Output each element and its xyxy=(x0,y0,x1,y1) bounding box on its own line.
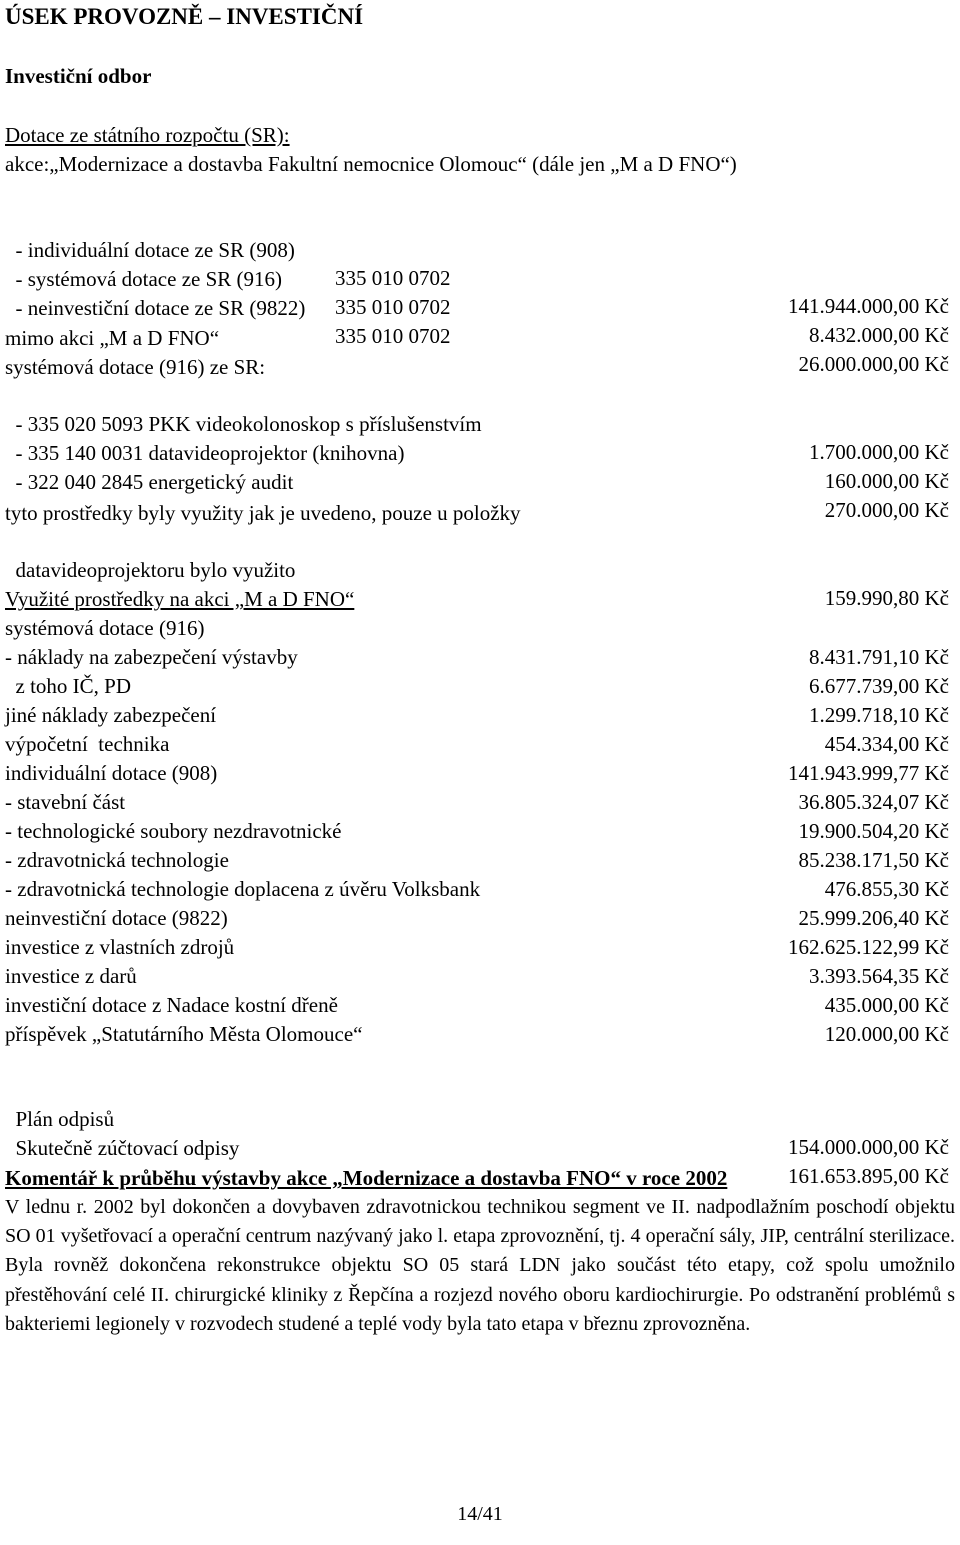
note-amount: 159.990,80 Kč xyxy=(824,586,949,610)
item-amount: 25.999.206,40 Kč xyxy=(798,906,949,930)
item-amount: 160.000,00 Kč xyxy=(824,469,949,493)
item-amount: 435.000,00 Kč xyxy=(824,993,949,1017)
item-amount: 161.653.895,00 Kč xyxy=(788,1164,949,1188)
item-amount: 6.677.739,00 Kč xyxy=(809,674,949,698)
item-amount: 85.238.171,50 Kč xyxy=(798,848,949,872)
item-label: Skutečně zúčtovací odpisy xyxy=(15,1136,240,1160)
page-number: 14/41 xyxy=(457,1503,503,1525)
list-item xyxy=(5,672,955,700)
item-amount: 1.700.000,00 Kč xyxy=(809,440,949,464)
outside-subheading: systémová dotace (916) ze SR: xyxy=(5,355,266,379)
used-subheading: systémová dotace (916) xyxy=(5,616,205,640)
list-item xyxy=(5,933,955,961)
list-item xyxy=(5,730,955,758)
item-label: investice z darů xyxy=(5,964,137,988)
item-label: - náklady na zabezpečení výstavby xyxy=(5,645,298,669)
list-item xyxy=(5,701,955,729)
item-amount: 141.944.000,00 Kč xyxy=(788,294,949,318)
list-item xyxy=(5,643,955,671)
item-label: - technologické soubory nezdravotnické xyxy=(5,819,342,843)
note-text: datavideoprojektoru bylo využito xyxy=(15,558,296,582)
item-label: z toho IČ, PD xyxy=(5,674,131,698)
item-label: Plán odpisů xyxy=(15,1107,115,1131)
item-amount: 8.431.791,10 Kč xyxy=(809,645,949,669)
item-amount: 154.000.000,00 Kč xyxy=(788,1135,949,1159)
page-title: ÚSEK PROVOZNĚ – INVESTIČNÍ xyxy=(5,4,364,29)
item-label: investice z vlastních zdrojů xyxy=(5,935,235,959)
list-item xyxy=(5,991,955,1019)
item-amount: 270.000,00 Kč xyxy=(824,498,949,522)
item-amount: 476.855,30 Kč xyxy=(824,877,949,901)
used-heading: Využité prostředky na akci „M a D FNO“ xyxy=(5,587,355,611)
item-amount: 454.334,00 Kč xyxy=(824,732,949,756)
item-amount: 36.805.324,07 Kč xyxy=(798,790,949,814)
department-title: Investiční odbor xyxy=(5,64,152,88)
item-label: - neinvestiční dotace ze SR (9822) xyxy=(15,296,306,320)
list-item xyxy=(5,875,955,903)
list-item xyxy=(5,846,955,874)
item-label: neinvestiční dotace (9822) xyxy=(5,906,228,930)
item-label: - stavební část xyxy=(5,790,126,814)
list-item xyxy=(5,1020,955,1048)
item-amount: 1.299.718,10 Kč xyxy=(809,703,949,727)
item-code: 335 010 0702 xyxy=(335,295,451,319)
item-label: individuální dotace (908) xyxy=(5,761,218,785)
sr-heading: Dotace ze státního rozpočtu (SR): xyxy=(5,123,290,147)
item-label: výpočetní technika xyxy=(5,732,170,756)
item-label: příspěvek „Statutárního Města Olomouce“ xyxy=(5,1022,363,1046)
note-line: tyto prostředky byly využity jak je uvedeno, pouze u položky xyxy=(5,501,521,525)
item-label: - 335 140 0031 datavideoprojektor (knihovna) xyxy=(15,441,405,465)
item-label: - zdravotnická technologie doplacena z úvěru Volksbank xyxy=(5,877,481,901)
item-amount: 8.432.000,00 Kč xyxy=(809,323,949,347)
item-label: investiční dotace z Nadace kostní dřeně xyxy=(5,993,338,1017)
comment-paragraph: V lednu r. 2002 byl dokončen a dovybaven zdravotnickou technikou segment ve II. nadpodlažním poschodí objektu SO 01 vyšetřovací a operační centrum nazývaný jako l. etapa zprovoznění, tj. 4 operační sály, JIP, centrální sterilizace. Byla rovněž dokončena rekonstrukce objektu SO 05 stará LDN jako součást této etapy, což spolu umožnilo přestěhování celé II. chirurgické kliniky z Řepčína a rozjezd nového oboru kardiochirurgie. Po odstranění problémů s bakteriemi legionely v rozvodech studené a teplé vody byla tato etapa v březnu zprovozněna. xyxy=(5,1196,955,1335)
list-item xyxy=(5,759,955,787)
item-code: 335 010 0702 xyxy=(335,266,451,290)
list-item xyxy=(5,962,955,990)
list-item xyxy=(5,904,955,932)
item-label: - 335 020 5093 PKK videokolonoskop s příslušenstvím xyxy=(15,412,482,436)
action-description: akce:„Modernizace a dostavba Fakultní nemocnice Olomouc“ (dále jen „M a D FNO“) xyxy=(5,152,737,176)
item-amount: 162.625.122,99 Kč xyxy=(788,935,949,959)
item-label: jiné náklady zabezpečení xyxy=(5,703,217,727)
item-amount: 141.943.999,77 Kč xyxy=(788,761,949,785)
list-item xyxy=(5,788,955,816)
item-amount: 26.000.000,00 Kč xyxy=(798,352,949,376)
item-label: - individuální dotace ze SR (908) xyxy=(15,238,295,262)
item-label: - 322 040 2845 energetický audit xyxy=(15,470,294,494)
comment-heading: Komentář k průběhu výstavby akce „Modernizace a dostavba FNO“ v roce 2002 xyxy=(5,1166,728,1190)
item-label: - systémová dotace ze SR (916) xyxy=(15,267,283,291)
item-amount: 120.000,00 Kč xyxy=(824,1022,949,1046)
item-label: - zdravotnická technologie xyxy=(5,848,229,872)
item-amount: 3.393.564,35 Kč xyxy=(809,964,949,988)
item-amount: 19.900.504,20 Kč xyxy=(798,819,949,843)
list-item xyxy=(5,817,955,845)
outside-heading: mimo akci „M a D FNO“ xyxy=(5,326,220,350)
item-code: 335 010 0702 xyxy=(335,324,451,348)
